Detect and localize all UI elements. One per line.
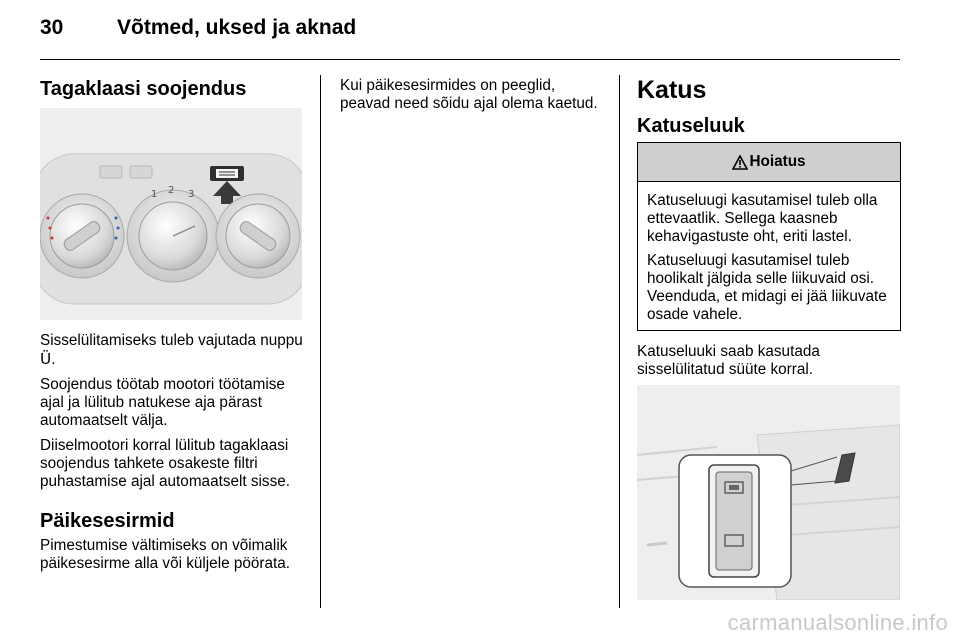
chapter-title: Võtmed, uksed ja aknad: [117, 16, 357, 39]
heater-controls-illustration: [40, 108, 302, 320]
diesel-paragraph: Diiselmootori korral lülitub tagaklaasi soojendus tahkete osakeste filtri puhastamise ajal automaatselt sisse.: [40, 437, 290, 490]
warning-box: [637, 142, 901, 331]
warning-paragraph-1: Katuseluugi kasutamisel tuleb olla ettevaatlik. Sellega kaasneb kehavigastuste oht, eriti lastel.: [647, 192, 878, 245]
svg-text:1: 1: [151, 189, 158, 200]
roof-title: Katus: [637, 76, 707, 104]
sun-visors-title: Päikesesirmid: [40, 510, 175, 532]
svg-text:3: 3: [188, 189, 195, 200]
column-divider-right: [619, 75, 620, 608]
warning-header: [638, 143, 900, 182]
rear-heating-title: Tagaklaasi soojendus: [40, 78, 247, 100]
warning-label: Hoiatus: [749, 153, 806, 170]
watermark: carmanualsonline.info: [727, 610, 948, 635]
rear-window-heating-icon: Ü: [40, 350, 52, 368]
sunroof-switch-illustration: [637, 385, 900, 600]
page-number: 30: [40, 16, 64, 39]
warning-paragraph-2: Katuseluugi kasutamisel tuleb hoolikalt jälgida selle liikuvaid osi. Veenduda, et midagi ei jää liikuvate osade vahele.: [647, 252, 887, 323]
ignition-paragraph: Katuseluuki saab kasutada sisselülitatud süüte korral.: [637, 343, 820, 378]
switch-on-paragraph: Sisselülitamiseks tuleb vajutada nuppu Ü.: [40, 332, 303, 368]
sun-visors-paragraph: Pimestumise vältimiseks on võimalik päikesesirme alla või küljele pöörata.: [40, 537, 290, 572]
warning-triangle-icon: [732, 155, 748, 170]
mirror-paragraph: Kui päikesesirmides on peeglid, peavad need sõidu ajal olema kaetud.: [340, 77, 598, 112]
svg-text:2: 2: [168, 185, 175, 196]
switch-on-text: Sisselülitamiseks tuleb vajutada nuppu: [40, 332, 303, 349]
sunroof-switch-figure: [637, 385, 900, 600]
operation-paragraph: Soojendus töötab mootori töötamise ajal ja lülitub natukese aja pärast automaatselt välja.: [40, 376, 285, 429]
sunroof-title: Katuseluuk: [637, 115, 745, 137]
column-divider-left: [320, 75, 321, 608]
heater-controls-figure: [40, 108, 302, 320]
header-rule: [40, 59, 900, 60]
